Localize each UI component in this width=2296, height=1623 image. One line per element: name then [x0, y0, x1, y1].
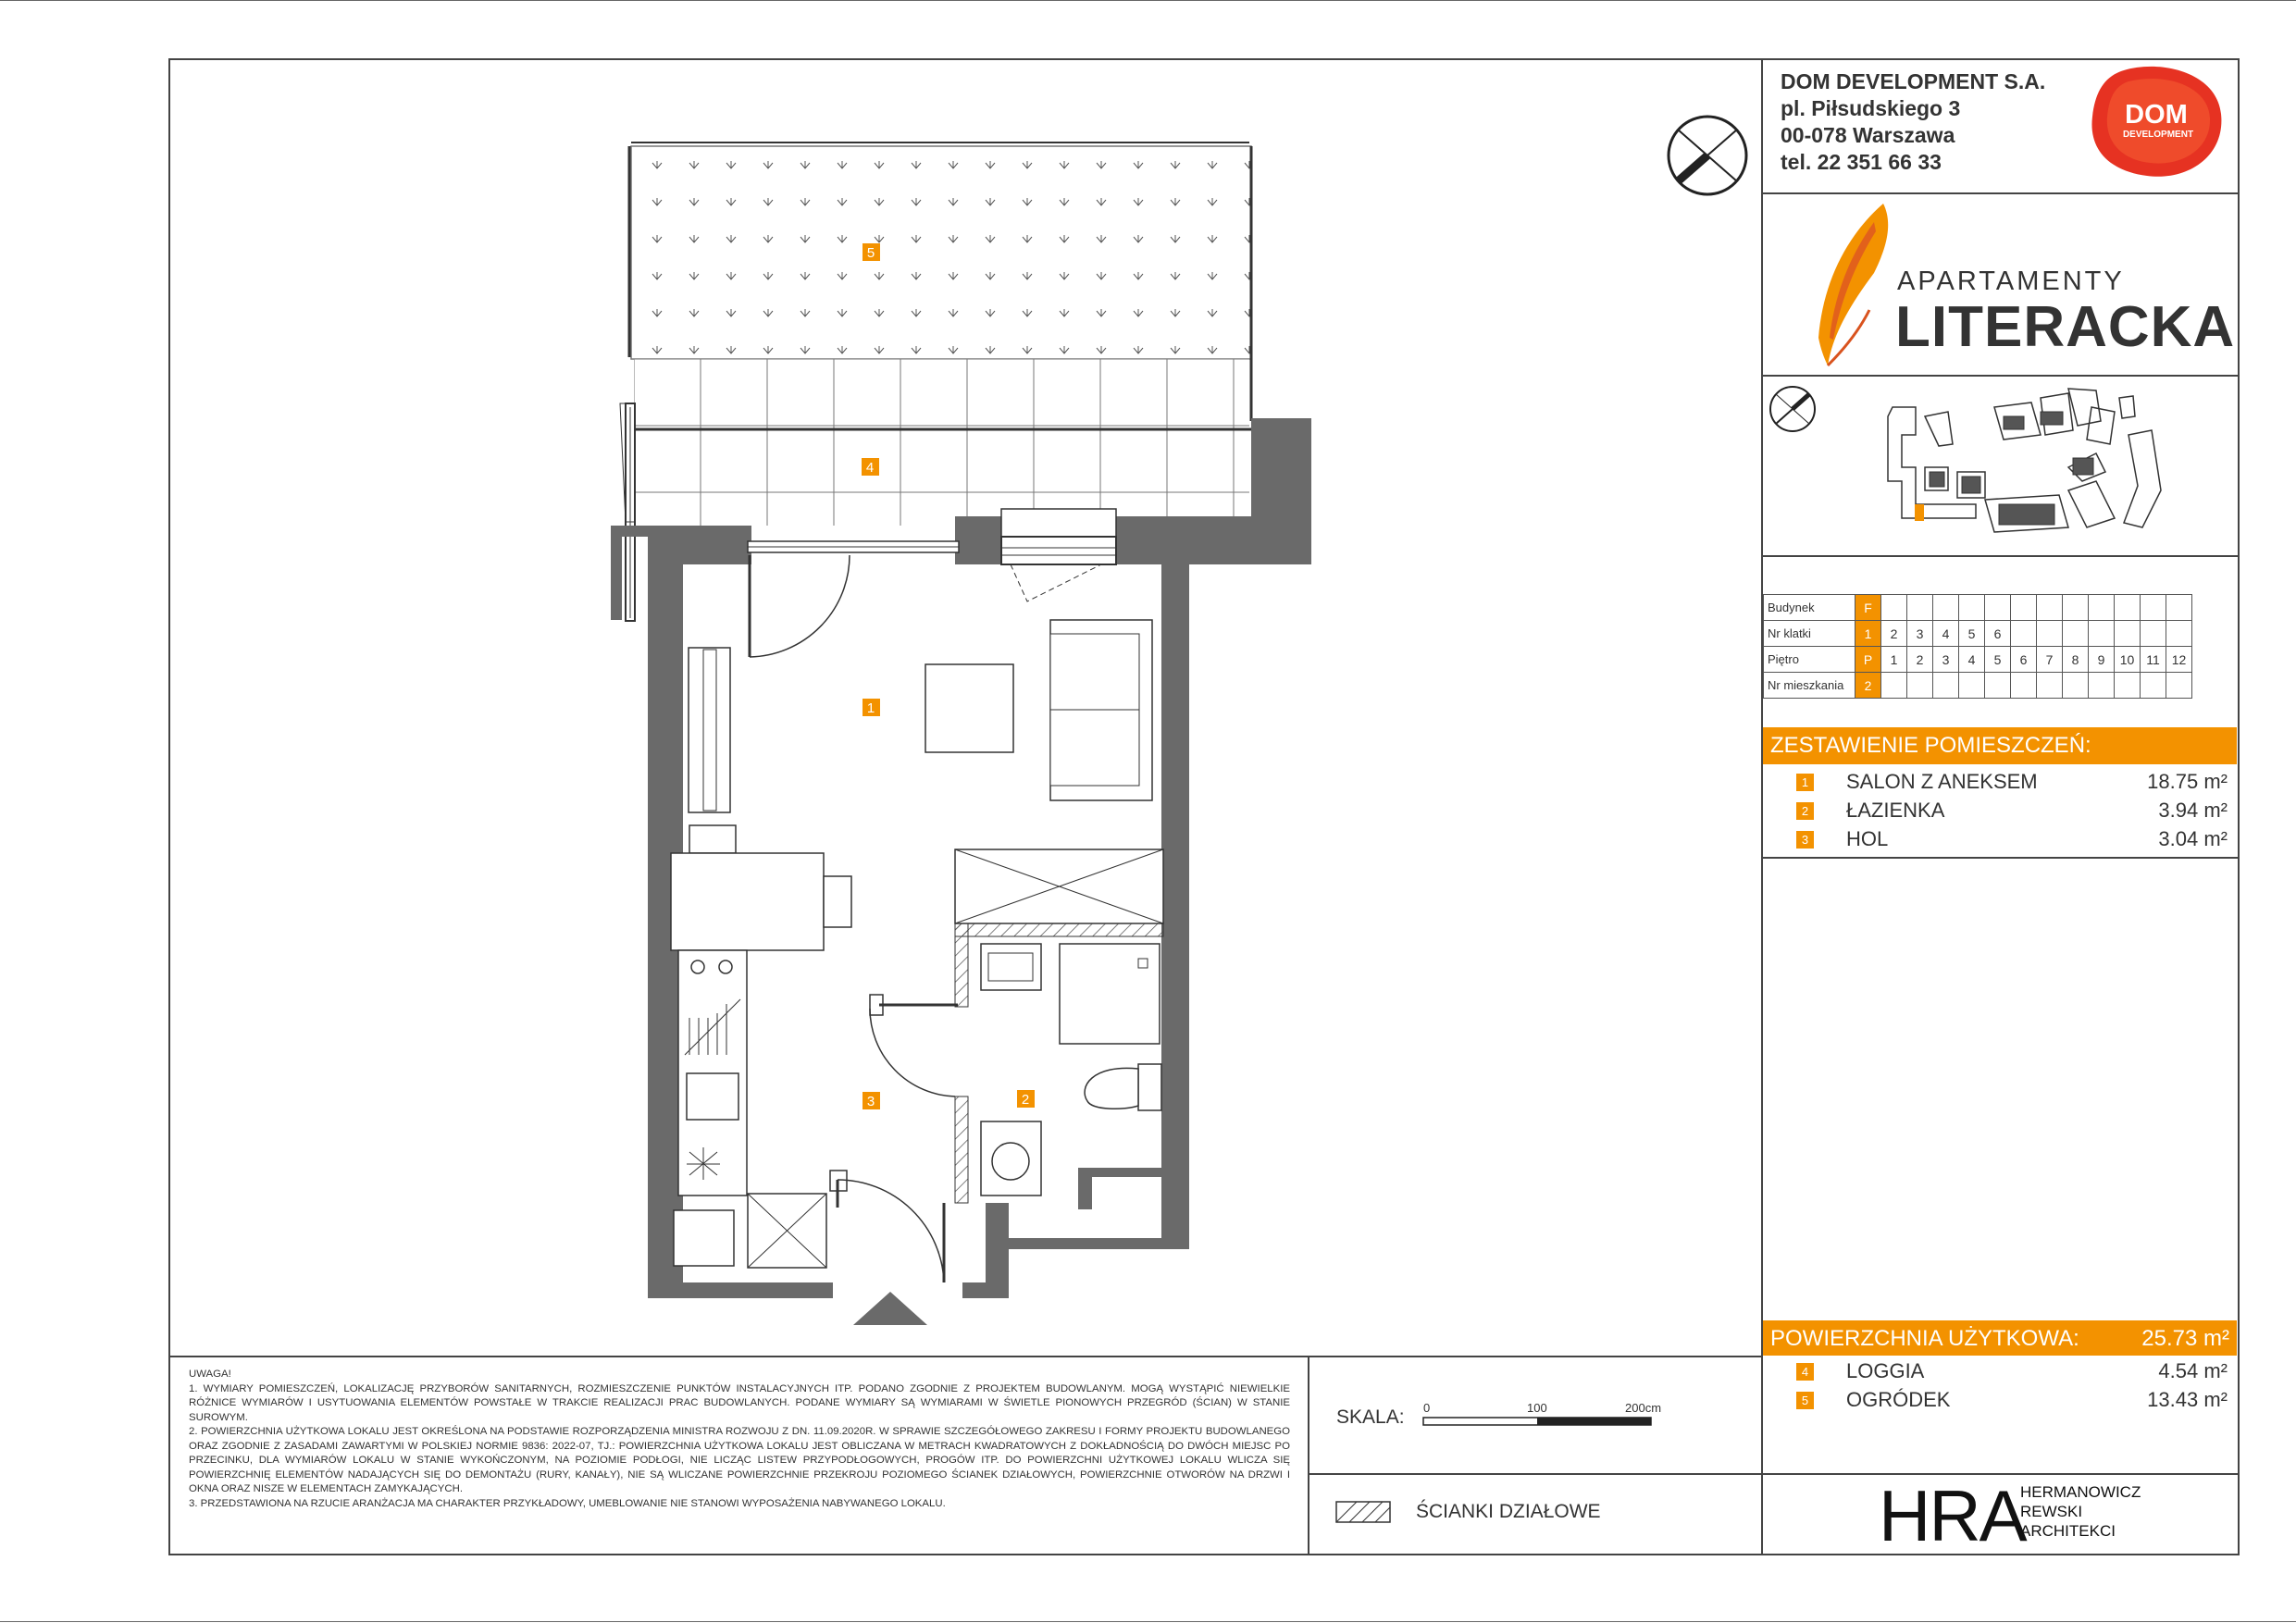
area-row-value: 3.04 m²: [2158, 827, 2228, 850]
location-cell-empty: [2141, 595, 2166, 621]
location-cell-empty: [2011, 621, 2037, 647]
location-cell: 1: [1855, 621, 1881, 647]
usable-area-value: 25.73 m²: [2141, 1326, 2229, 1351]
location-cell-empty: [2166, 595, 2192, 621]
area-row-name: SALON Z ANEKSEM: [1846, 770, 2038, 793]
location-cell-empty: [2011, 673, 2037, 699]
area-row-number: 1: [1796, 774, 1814, 791]
area-row-name: LOGGIA: [1846, 1359, 1925, 1382]
dom-development-logo: [2087, 63, 2224, 181]
company-address: pl. Piłsudskiego 3: [1781, 96, 1961, 120]
location-cell-empty: [1881, 673, 1907, 699]
location-cell: 5: [1985, 647, 2011, 673]
location-row-label: Piętro: [1764, 647, 1855, 673]
plan-label-1: 1: [866, 700, 875, 716]
location-row: [1764, 595, 2192, 621]
location-cell-empty: [1907, 595, 1933, 621]
location-cell-empty: [1907, 673, 1933, 699]
location-cell: 9: [2089, 647, 2115, 673]
area-row-value: 13.43 m²: [2147, 1388, 2228, 1411]
location-row-label: Budynek: [1764, 595, 1855, 621]
company-name: DOM DEVELOPMENT S.A.: [1781, 69, 2046, 93]
location-cell: 12: [2166, 647, 2192, 673]
location-cell-empty: [1959, 673, 1985, 699]
garden-area: [631, 146, 1251, 359]
note-2: 2. POWIERZCHNIA UŻYTKOWA LOKALU JEST OKREŚLONA NA PODSTAWIE ROZPORZĄDZENIA MINISTRA ROZWOJU Z DN. 11.09.2020R. W SPRAWIE SZCZEGÓŁOWEGO ZAKRESU I FORMY PROJEKTU BUDOWLANEGO ORAZ ZGODNIE Z ZASADAMI ZAWARTYMI W POLSKIEJ NORMIE 9836: 2022-07, TJ.: POWIERZCHNIA UŻYTKOWA LOKALU JEST OBLICZANA W METRACH KWADRATOWYCH Z DOKŁADNOŚCIĄ DO DWÓCH MIEJSC PO PRZECINKU, DLA WYMIARÓW LOKALU W STANIE WYKOŃCZONYM, NA POZIOMIE PODŁOGI, NIE LICZĄC LISTEW PRZYPODŁOGOWYCH, PROGÓW ITP. DO POWIERZCHNI UŻYTKOWEJ LOKALU WLICZA SIĘ POWIERZCHNIĘ ELEMENTÓW NADAJĄCYCH SIĘ DO DEMONTAŻU (RURY, KANAŁY), NIE SĄ WLICZANE POWIERZCHNIE PRZEKROJU POZIOMEGO ŚCIANEK DZIAŁOWYCH, POWIERZCHNIE OTWORÓW NA DRZWI I OKNA ORAZ NISZE W ELEMENTACH ZAMYKAJĄCYCH.: [189, 1426, 1290, 1494]
location-cell-empty: [2115, 595, 2141, 621]
entrance-arrow-icon: [853, 1292, 927, 1325]
area-row: [1763, 1386, 2237, 1415]
area-row-name: ŁAZIENKA: [1846, 799, 1945, 822]
location-cell: 4: [1933, 621, 1959, 647]
area-row-number: 5: [1796, 1392, 1814, 1409]
location-cell: 6: [1985, 621, 2011, 647]
location-cell: 2: [1907, 647, 1933, 673]
area-row: [1763, 768, 2237, 797]
company-phone: tel. 22 351 66 33: [1781, 150, 1942, 174]
area-row-value: 4.54 m²: [2158, 1359, 2228, 1382]
brand-line1: APARTAMENTY: [1897, 266, 2125, 296]
scale-tick-100: 100: [1527, 1401, 1547, 1415]
apartment-location-marker: [1915, 504, 1924, 521]
svg-text:DOM: DOM: [2125, 100, 2188, 130]
location-cell-empty: [2089, 673, 2115, 699]
brand-line2: LITERACKA: [1895, 295, 2236, 359]
legend-label: ŚCIANKI DZIAŁOWE: [1416, 1501, 1601, 1522]
location-cell: 8: [2063, 647, 2089, 673]
rooms-header: ZESTAWIENIE POMIESZCZEŃ:: [1763, 727, 2237, 764]
location-table: [1763, 594, 2192, 699]
area-row: [1763, 1357, 2237, 1386]
location-row: [1764, 647, 2192, 673]
location-cell-empty: [2089, 621, 2115, 647]
location-cell-empty: [2063, 621, 2089, 647]
plan-label-4: 4: [865, 460, 875, 476]
notes-title: UWAGA!: [189, 1369, 231, 1380]
company-city: 00-078 Warszawa: [1781, 123, 1955, 147]
location-cell-empty: [2141, 673, 2166, 699]
architect-name: HERMANOWICZ REWSKI ARCHITEKCI: [2020, 1483, 2141, 1540]
location-row-label: Nr mieszkania: [1764, 673, 1855, 699]
area-row-value: 18.75 m²: [2147, 770, 2228, 793]
location-cell-empty: [1933, 595, 1959, 621]
floor-plan: [592, 137, 1333, 1331]
location-cell: 2: [1855, 673, 1881, 699]
location-cell-empty: [2141, 621, 2166, 647]
note-1: 1. WYMIARY POMIESZCZEŃ, LOKALIZACJĘ PRZYBORÓW SANITARNYCH, ROZMIESZCZENIE PUNKTÓW INSTALACYJNYCH ITP. PODANO ZGODNIE Z PROJEKTEM BUDOWLANYM. MOGĄ WYSTĄPIĆ NIEWIELKIE RÓŻNICE WYMIARÓW I USYTUOWANIA ELEMENTÓW POWSTAŁE W TRAKCIE REALIZACJI PRAC BUDOWLANYCH. PODANE WYMIARY SĄ WYMIARAMI W ŚWIETLE PIONOWYCH PRZEGRÓD (ŚCIAN) W STANIE SUROWYM.: [189, 1382, 1290, 1423]
location-cell-empty: [2166, 621, 2192, 647]
plan-label-5: 5: [866, 245, 875, 261]
scale-label: SKALA:: [1336, 1406, 1405, 1428]
location-cell-empty: [1985, 673, 2011, 699]
location-row: [1764, 621, 2192, 647]
location-cell: 11: [2141, 647, 2166, 673]
location-row-label: Nr klatki: [1764, 621, 1855, 647]
partition-wall-hatch-icon: [1334, 1500, 1394, 1526]
location-cell: 10: [2115, 647, 2141, 673]
location-cell-empty: [2063, 673, 2089, 699]
location-cell: 3: [1933, 647, 1959, 673]
area-row-number: 2: [1796, 802, 1814, 820]
usable-area-bar: POWIERZCHNIA UŻYTKOWA: 25.73 m²: [1763, 1320, 2237, 1356]
location-row: [1764, 673, 2192, 699]
company-info: [1781, 68, 2045, 176]
location-cell-empty: [2037, 595, 2063, 621]
location-cell: 3: [1907, 621, 1933, 647]
area-row-number: 3: [1796, 831, 1814, 849]
hra-logo: HRA: [1879, 1475, 2026, 1556]
scale-bar: [1416, 1397, 1675, 1443]
plan-label-3: 3: [866, 1094, 875, 1109]
location-cell-empty: [1959, 595, 1985, 621]
area-row-number: 4: [1796, 1363, 1814, 1381]
note-3: 3. PRZEDSTAWIONA NA RZUCIE ARANŻACJA MA CHARAKTER PRZYKŁADOWY, UMEBLOWANIE NIE STANOWI WYPOSAŻENIA NABYWANEGO LOKALU.: [189, 1497, 946, 1509]
location-cell: 1: [1881, 647, 1907, 673]
location-cell-empty: [2063, 595, 2089, 621]
location-cell-empty: [2115, 673, 2141, 699]
area-row-name: OGRÓDEK: [1846, 1388, 1951, 1411]
location-cell-empty: [1933, 673, 1959, 699]
site-plan-thumbnail: [1763, 379, 2237, 555]
area-row: [1763, 797, 2237, 825]
location-cell: 4: [1959, 647, 1985, 673]
scale-tick-200: 200cm: [1625, 1401, 1662, 1415]
scale-tick-0: 0: [1423, 1401, 1431, 1415]
location-cell-empty: [2089, 595, 2115, 621]
location-cell: 2: [1881, 621, 1907, 647]
area-row: [1763, 825, 2237, 854]
svg-text:DEVELOPMENT: DEVELOPMENT: [2122, 130, 2194, 140]
location-cell-empty: [2037, 621, 2063, 647]
location-cell: 5: [1959, 621, 1985, 647]
location-cell: 7: [2037, 647, 2063, 673]
location-cell: 6: [2011, 647, 2037, 673]
feather-icon: [1809, 199, 1902, 370]
location-cell-empty: [2115, 621, 2141, 647]
location-cell-empty: [2011, 595, 2037, 621]
area-row-name: HOL: [1846, 827, 1889, 850]
location-cell-empty: [1881, 595, 1907, 621]
location-cell-empty: [2037, 673, 2063, 699]
location-cell: P: [1855, 647, 1881, 673]
location-cell-empty: [2166, 673, 2192, 699]
plan-label-2: 2: [1021, 1092, 1030, 1108]
location-cell-empty: [1985, 595, 2011, 621]
north-arrow-small-icon: [1770, 387, 1815, 431]
notes: [189, 1368, 1290, 1511]
location-cell: F: [1855, 595, 1881, 621]
loggia-area: [634, 359, 1249, 526]
north-arrow-icon: [1661, 111, 1754, 204]
area-row-value: 3.94 m²: [2158, 799, 2228, 822]
